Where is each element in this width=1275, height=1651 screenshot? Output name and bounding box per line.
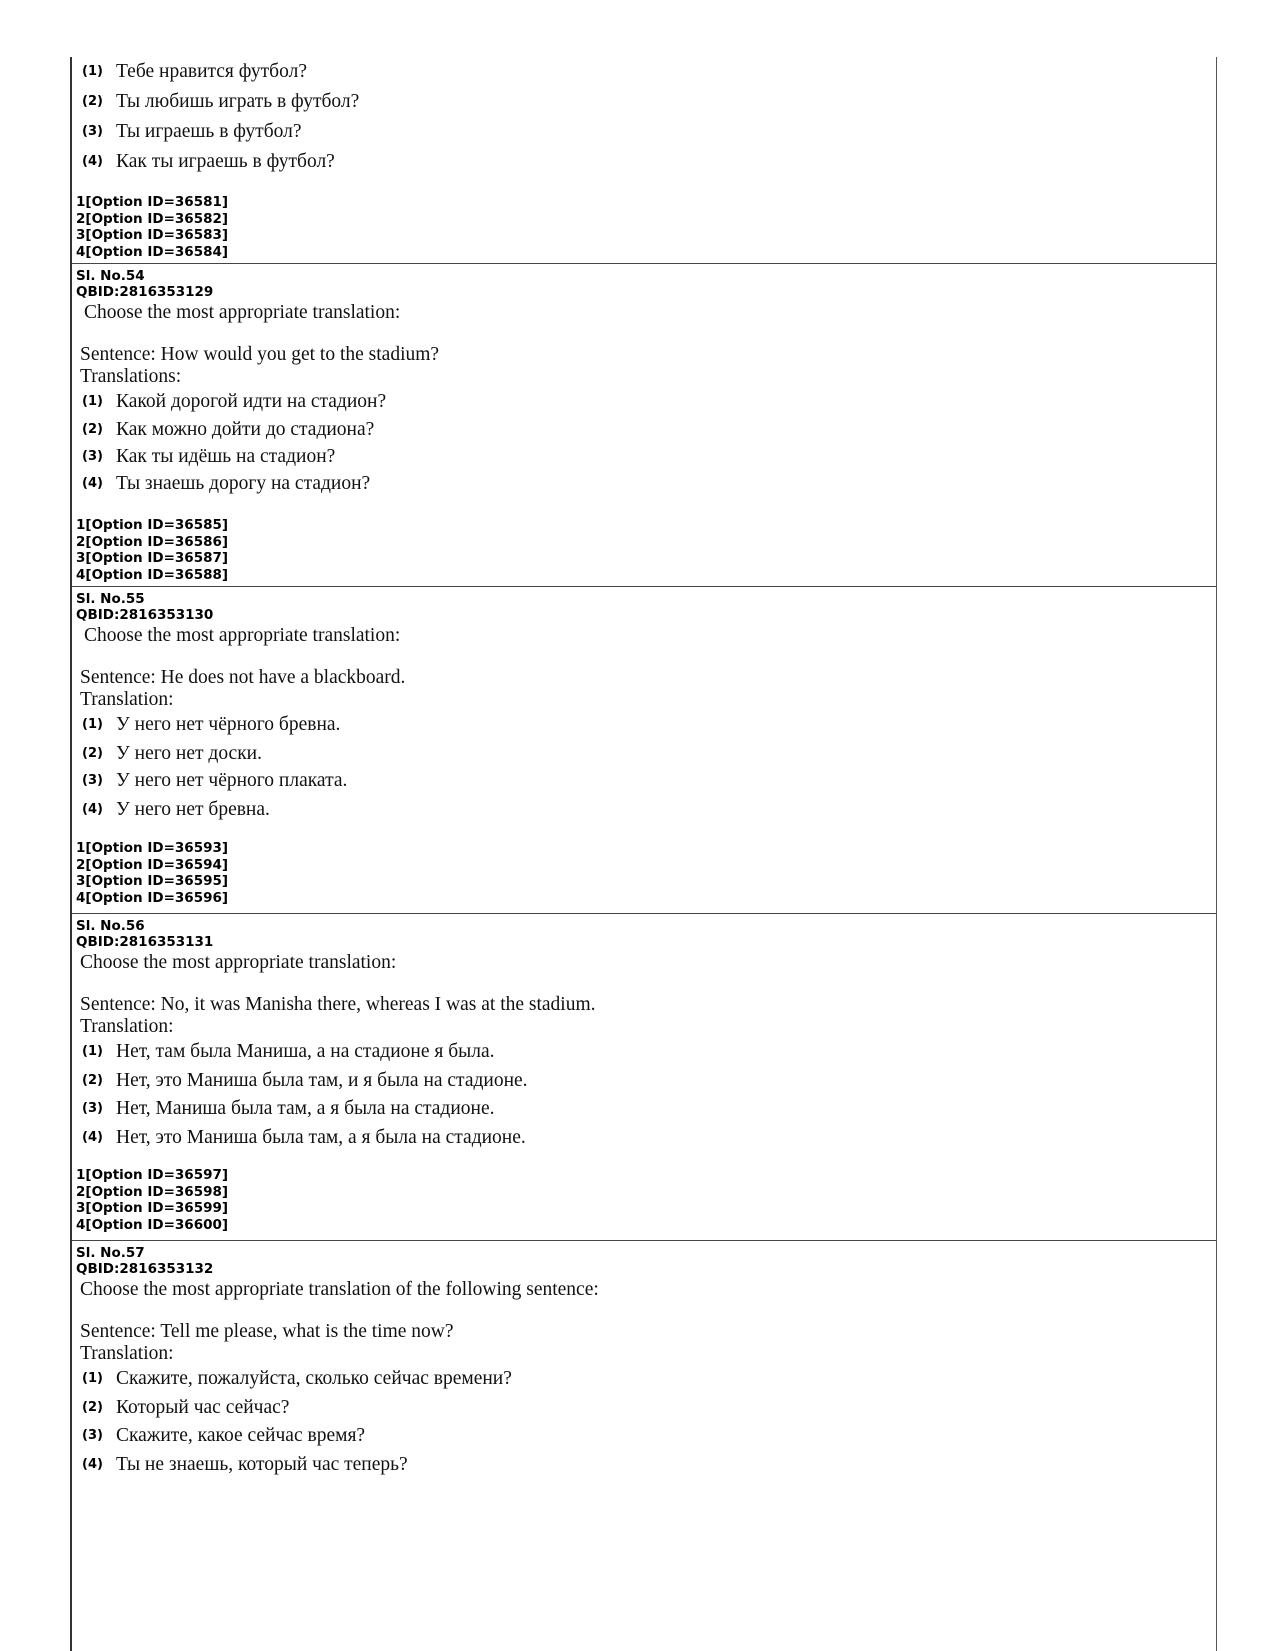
- option-id-list: [76, 840, 228, 906]
- option-id: 4[Option ID=36596]: [76, 889, 229, 906]
- option-1: (1) Скажите, пожалуйста, сколько сейчас времени?: [82, 1368, 512, 1389]
- option-2: (2) У него нет доски.: [82, 743, 262, 764]
- question-sentence: Sentence: Tell me please, what is the time now?: [80, 1321, 454, 1342]
- option-id: 1[Option ID=36597]: [76, 1167, 229, 1183]
- option-3: (3) Нет, Маниша была там, а я была на стадионе.: [82, 1098, 495, 1119]
- option-id-list: [76, 517, 228, 583]
- option-id: 3[Option ID=36595]: [76, 873, 229, 889]
- option-id: 4[Option ID=36584]: [76, 243, 229, 260]
- option-3: (3) Скажите, какое сейчас время?: [82, 1425, 366, 1446]
- option-4: (4) Ты не знаешь, который час теперь?: [82, 1454, 408, 1475]
- option-4: (4) Как ты играешь в футбол?: [82, 151, 335, 172]
- option-4: (4) Нет, это Маниша была там, а я была на стадионе.: [82, 1127, 526, 1148]
- option-id: 2[Option ID=36586]: [76, 533, 229, 550]
- option-id: 2[Option ID=36598]: [76, 1183, 229, 1200]
- option-id: 3[Option ID=36599]: [76, 1200, 229, 1216]
- option-id: 2[Option ID=36594]: [76, 856, 229, 873]
- serial-number: Sl. No.56: [76, 918, 145, 934]
- question-sentence: Sentence: No, it was Manisha there, whereas I was at the stadium.: [80, 994, 596, 1015]
- option-id-list: [76, 194, 228, 260]
- qbid: QBID:2816353129: [76, 284, 214, 300]
- option-id: 1[Option ID=36585]: [76, 517, 229, 533]
- question-sheet: [70, 57, 1217, 1651]
- option-3: (3) Как ты идёшь на стадион?: [82, 446, 336, 467]
- option-1: (1) Тебе нравится футбол?: [82, 61, 307, 82]
- option-1: (1) Нет, там была Маниша, а на стадионе я была.: [82, 1041, 495, 1062]
- question-instruction: Choose the most appropriate translation:: [84, 625, 401, 646]
- translation-label: Translation:: [80, 1016, 174, 1037]
- translation-label: Translations:: [80, 366, 182, 387]
- option-3: (3) У него нет чёрного плаката.: [82, 770, 348, 791]
- qbid: QBID:2816353132: [76, 1261, 214, 1277]
- option-id: 4[Option ID=36600]: [76, 1216, 229, 1233]
- question-sentence: Sentence: He does not have a blackboard.: [80, 667, 406, 688]
- question-instruction: Choose the most appropriate translation of the following sentence:: [80, 1279, 599, 1300]
- option-id: 1[Option ID=36593]: [76, 840, 229, 856]
- option-id-list: [76, 1167, 228, 1233]
- row-divider: [72, 263, 1216, 264]
- translation-label: Translation:: [80, 689, 174, 710]
- option-id: 2[Option ID=36582]: [76, 210, 229, 227]
- serial-number: Sl. No.54: [76, 268, 145, 284]
- option-id: 3[Option ID=36583]: [76, 227, 229, 243]
- option-1: (1) У него нет чёрного бревна.: [82, 714, 341, 735]
- row-divider: [72, 586, 1216, 587]
- option-2: (2) Ты любишь играть в футбол?: [82, 91, 360, 112]
- option-id: 1[Option ID=36581]: [76, 194, 229, 210]
- question-instruction: Choose the most appropriate translation:: [80, 952, 397, 973]
- question-sentence: Sentence: How would you get to the stadium?: [80, 344, 440, 365]
- option-3: (3) Ты играешь в футбол?: [82, 121, 302, 142]
- option-2: (2) Нет, это Маниша была там, и я была на стадионе.: [82, 1070, 528, 1091]
- qbid: QBID:2816353131: [76, 934, 214, 950]
- option-4: (4) У него нет бревна.: [82, 799, 270, 820]
- translation-label: Translation:: [80, 1343, 174, 1364]
- option-2: (2) Который час сейчас?: [82, 1397, 290, 1418]
- option-id: 3[Option ID=36587]: [76, 550, 229, 566]
- serial-number: Sl. No.57: [76, 1245, 145, 1261]
- option-4: (4) Ты знаешь дорогу на стадион?: [82, 473, 371, 494]
- option-id: 4[Option ID=36588]: [76, 566, 229, 583]
- option-2: (2) Как можно дойти до стадиона?: [82, 419, 375, 440]
- qbid: QBID:2816353130: [76, 607, 214, 623]
- row-divider: [72, 1240, 1216, 1241]
- question-instruction: Choose the most appropriate translation:: [84, 302, 401, 323]
- serial-number: Sl. No.55: [76, 591, 145, 607]
- row-divider: [72, 913, 1216, 914]
- option-1: (1) Какой дорогой идти на стадион?: [82, 391, 387, 412]
